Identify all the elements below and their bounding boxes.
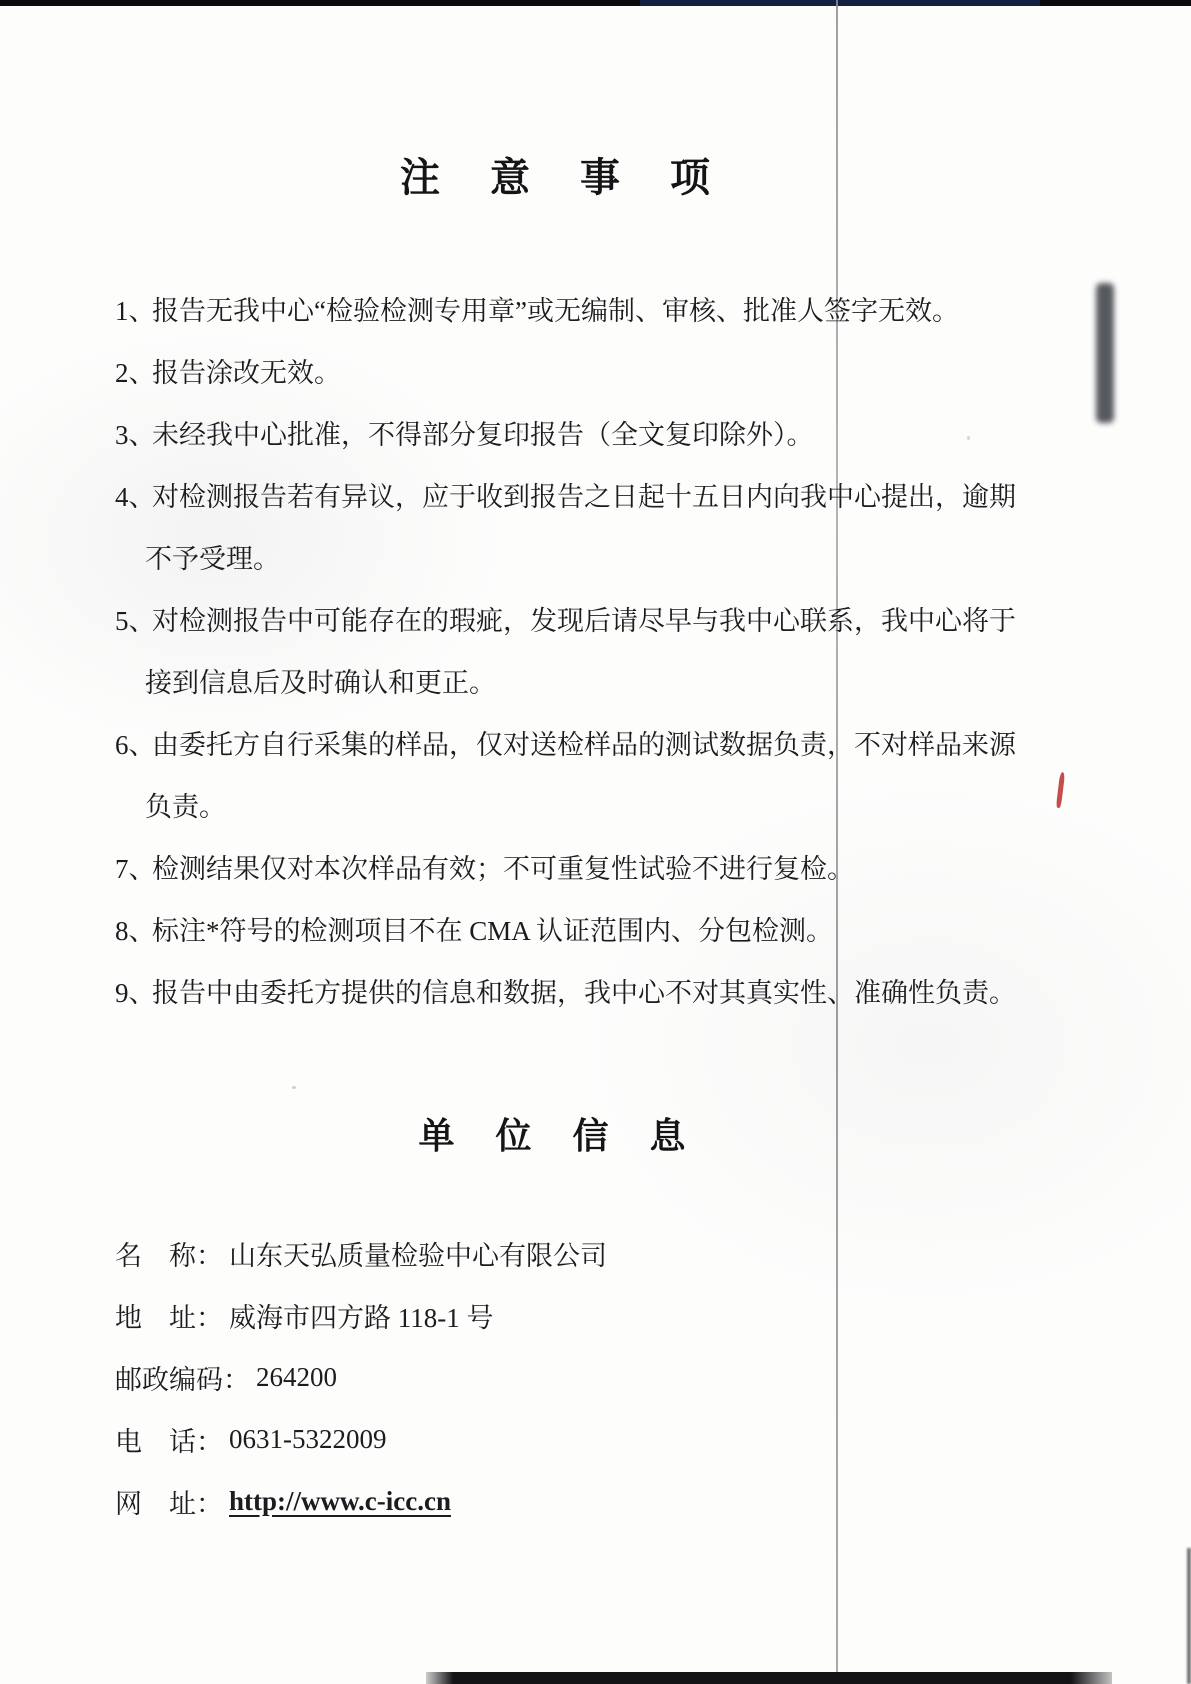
notice-item-number: 1、 <box>115 295 156 326</box>
notice-item-number: 7、 <box>115 853 156 884</box>
scan-top-edge-tint <box>640 0 1040 6</box>
notice-item-text: 不予受理。 <box>145 543 280 574</box>
notice-item-7 <box>115 835 1075 897</box>
notice-item-text: 接到信息后及时确认和更正。 <box>145 667 496 698</box>
unit-info-title: 单 位 信 息 <box>418 1116 702 1156</box>
info-label-website: 网 址： <box>115 1488 223 1519</box>
info-label-postcode: 邮政编码： <box>115 1364 250 1395</box>
notice-title: 注 意 事 项 <box>400 155 730 200</box>
notice-item-text: 对检测报告若有异议，应于收到报告之日起十五日内向我中心提出，逾期 <box>152 481 1016 512</box>
notice-item-text: 对检测报告中可能存在的瑕疵，发现后请尽早与我中心联系，我中心将于 <box>152 605 1016 636</box>
notice-item-text: 负责。 <box>145 791 226 822</box>
notice-item-4-continuation <box>115 525 1075 587</box>
notice-item-9 <box>115 959 1075 1021</box>
notice-item-number: 6、 <box>115 729 156 760</box>
notice-item-5 <box>115 587 1075 649</box>
scan-speck <box>292 1086 296 1089</box>
info-row-phone <box>115 1408 1015 1470</box>
notice-item-number: 8、 <box>115 915 156 946</box>
scan-bottom-band <box>426 1672 1112 1684</box>
notice-list <box>115 277 1075 1021</box>
notice-item-2 <box>115 339 1075 401</box>
notice-item-number: 5、 <box>115 605 156 636</box>
info-row-address <box>115 1284 1015 1346</box>
website-url: http://www.c-icc.cn <box>229 1485 451 1516</box>
notice-item-text: 由委托方自行采集的样品，仅对送检样品的测试数据负责，不对样品来源 <box>152 729 1016 760</box>
notice-item-8 <box>115 897 1075 959</box>
info-row-website <box>115 1470 1015 1532</box>
postcode: 264200 <box>256 1361 337 1392</box>
notice-item-3 <box>115 401 1075 463</box>
notice-item-text: 报告涂改无效。 <box>152 357 341 388</box>
notice-item-6-continuation <box>115 773 1075 835</box>
notice-item-1 <box>115 277 1075 339</box>
phone-number: 0631-5322009 <box>229 1423 387 1454</box>
company-address: 威海市四方路 118-1 号 <box>229 1302 494 1333</box>
notice-item-number: 2、 <box>115 357 156 388</box>
notice-item-text: 标注*符号的检测项目不在 CMA 认证范围内、分包检测。 <box>152 915 834 946</box>
notice-item-text: 报告无我中心“检验检测专用章”或无编制、审核、批准人签字无效。 <box>152 295 959 326</box>
notice-item-text: 检测结果仅对本次样品有效；不可重复性试验不进行复检。 <box>152 853 854 884</box>
info-row-name <box>115 1222 1015 1284</box>
info-label-phone: 电 话： <box>115 1426 223 1457</box>
notice-item-number: 3、 <box>115 419 156 450</box>
notice-item-text: 报告中由委托方提供的信息和数据，我中心不对其真实性、准确性负责。 <box>152 977 1016 1008</box>
scan-right-edge-sliver <box>1187 1548 1191 1684</box>
notice-item-4 <box>115 463 1075 525</box>
unit-info-rows <box>115 1222 1015 1532</box>
notice-item-number: 9、 <box>115 977 156 1008</box>
info-label-address: 地 址： <box>115 1302 223 1333</box>
info-label-name: 名 称： <box>115 1240 223 1271</box>
scan-right-smudge <box>1096 283 1114 423</box>
notice-item-5-continuation <box>115 649 1075 711</box>
company-name: 山东天弘质量检验中心有限公司 <box>229 1240 607 1271</box>
notice-item-text: 未经我中心批准，不得部分复印报告（全文复印除外）。 <box>152 419 814 450</box>
notice-item-6 <box>115 711 1075 773</box>
notice-item-number: 4、 <box>115 481 156 512</box>
info-row-postcode <box>115 1346 1015 1408</box>
